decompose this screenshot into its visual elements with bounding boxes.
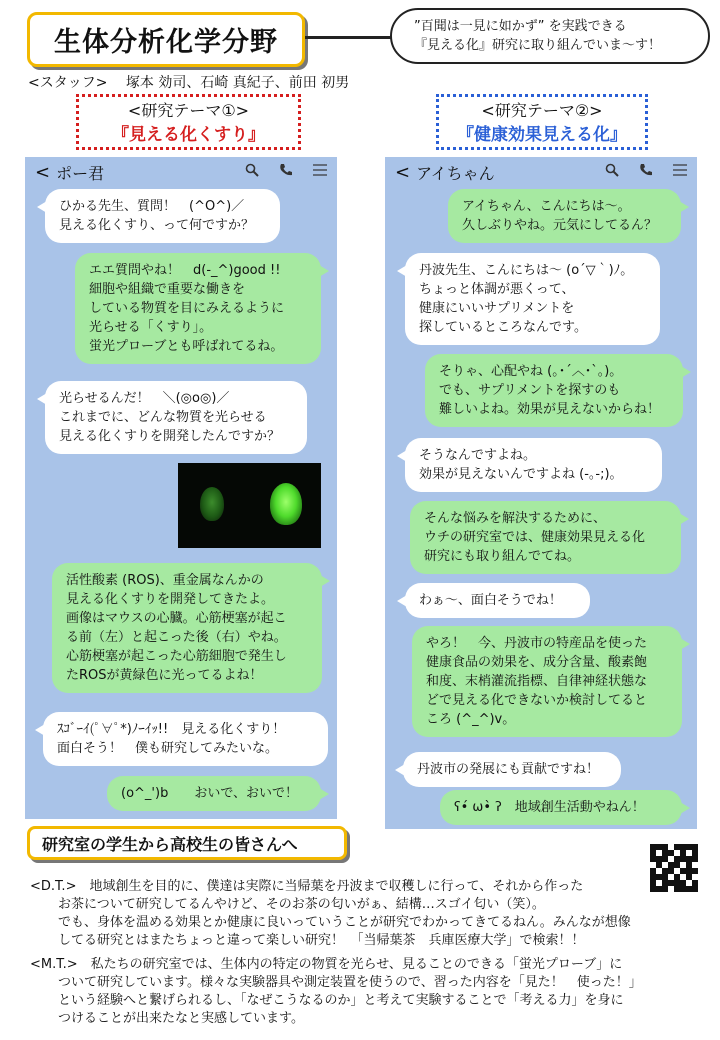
chat-2-message-8: 丹波市の発展にも貢献ですね！ — [403, 752, 621, 787]
chat-2-message-3: そりゃ、心配やね (｡･´︿･`｡)。 でも、サプリメントを探すのも 難しいよね。効果が見えないからね！ — [425, 354, 683, 427]
chat-1-message-4: 活性酸素 (ROS)、重金属なんかの 見える化くすりを開発してきたよ。 画像はマウスの心臓。心筋梗塞が起こ る前（左）と起こった後（右）やね。 心筋梗塞が起こった心筋細胞で発生し たROSが黄緑色に光ってるよね！ — [52, 563, 322, 693]
testimonial-line: <D.T.> 地域創生を目的に、僕達は実際に当帰葉を丹波まで収穫しに行って、それから作った — [30, 879, 584, 894]
phone-icon[interactable] — [639, 163, 653, 181]
theme-2-box — [436, 94, 648, 150]
menu-icon[interactable] — [673, 163, 687, 181]
theme-1-name: 『見える化くすり』 — [112, 125, 265, 145]
chat-2-message-1: アイちゃん、こんにちは〜。 久しぶりやね。元気にしてるん？ — [448, 189, 681, 243]
chat-2-message-9: ʕ•́ ω•̀ ʔ 地域創生活動やねん！ — [440, 790, 682, 825]
back-icon[interactable]: < — [395, 161, 411, 183]
callout-line-1: ”百聞は一見に如かず” を実践できる — [414, 19, 627, 34]
chat-2-message-7: やろ！ 今、丹波市の特産品を使った 健康食品の効果を、成分含量、酸素飽 和度、末梢灌流指標、自律神経状態な どで見える化できないか検討してると ころ (^_^)v。 — [412, 626, 682, 737]
chat-2-header — [385, 157, 697, 187]
testimonial-dt — [30, 878, 690, 950]
menu-icon[interactable] — [313, 163, 327, 181]
testimonial-line: という経験へと繋げられるし、「なぜこうなるのか」と考えて実験することで「考える力」を身に — [58, 993, 624, 1008]
search-icon[interactable] — [605, 163, 619, 181]
theme-1-box — [76, 94, 301, 150]
chat-2-contact-name: アイちゃん — [416, 163, 495, 183]
testimonial-line: でも、身体を温める効果とか健康に良いっていうことが研究でわかってきてるねん。みんなが想像 — [58, 915, 631, 930]
staff-list: <スタッフ> 塚本 効司、石崎 真紀子、前田 初男 — [28, 75, 350, 91]
page-title: 生体分析化学分野 — [27, 12, 305, 67]
heart-before-infarction — [200, 487, 224, 521]
theme-2-name: 『健康効果見える化』 — [457, 125, 627, 145]
chat-2-message-4: そうなんですよね。 効果が見えないんですよね (-｡-;)。 — [405, 438, 662, 492]
heart-after-infarction — [270, 483, 302, 525]
mouse-heart-image — [178, 463, 321, 548]
testimonial-line: <M.T.> 私たちの研究室では、生体内の特定の物質を光らせ、見ることのできる「蛍光プローブ」に — [30, 957, 623, 972]
testimonial-line: つけることが出来たなと実感しています。 — [58, 1011, 304, 1026]
chat-1-header — [25, 157, 337, 187]
theme-1-label: <研究テーマ①> — [127, 101, 250, 120]
chat-2-message-6: わぁ〜、面白そうでね！ — [405, 583, 590, 618]
chat-2-message-2: 丹波先生、こんにちは〜 (o´▽｀)ﾉ。 ちょっと体調が悪くって、 健康にいいサプリメントを 探しているところなんです。 — [405, 253, 660, 345]
chat-1-message-6: (o^_')b おいで、おいで！ — [107, 776, 321, 811]
theme-2-label: <研究テーマ②> — [481, 101, 603, 120]
back-icon[interactable]: < — [35, 161, 51, 183]
phone-icon[interactable] — [279, 163, 293, 181]
chat-1-contact-name: ポー君 — [56, 163, 105, 183]
chat-1-message-1: ひかる先生、質問！ (^O^)／ 見える化くすり、って何ですか？ — [45, 189, 280, 243]
section-heading-students: 研究室の学生から高校生の皆さんへ — [27, 826, 347, 860]
testimonial-mt — [30, 956, 690, 1028]
search-icon[interactable] — [245, 163, 259, 181]
chat-2-message-5: そんな悩みを解決するために、 ウチの研究室では、健康効果見える化 研究にも取り組んでてね。 — [410, 501, 681, 574]
testimonial-line: してる研究とはまたちょっと違って楽しい研究！ 「当帰葉茶 兵庫医療大学」で検索！！ — [58, 933, 585, 948]
callout-line-2: 『見える化』研究に取り組んでいま～す！ — [414, 38, 662, 53]
testimonial-line: お茶について研究してるんやけど、そのお茶の匂いがぁ、結構…スゴイ匂い（笑）。 — [58, 897, 545, 912]
chat-1-message-2: エエ質問やね！ d(-_^)good !! 細胞や組織で重要な働きを している物質を目にみえるように 光らせる「くすり」。 蛍光プローブとも呼ばれてるね。 — [75, 253, 321, 364]
callout-pointer — [305, 36, 395, 39]
chat-1-message-3: 光らせるんだ！ ＼(◎o◎)／ これまでに、どんな物質を光らせる 見える化くすりを開発したんですか？ — [45, 381, 307, 454]
callout-bubble — [390, 8, 710, 64]
testimonial-line: ついて研究しています。様々な実験器具や測定装置を使うので、習った内容を「見た！ 使った！」 — [58, 975, 642, 990]
chat-1-message-5: ｽｺﾞｰｲ(ﾟ∀ﾟ*)ﾉｰｲｯ!! 見える化くすり！ 面白そう！ 僕も研究してみたいな。 — [43, 712, 328, 766]
